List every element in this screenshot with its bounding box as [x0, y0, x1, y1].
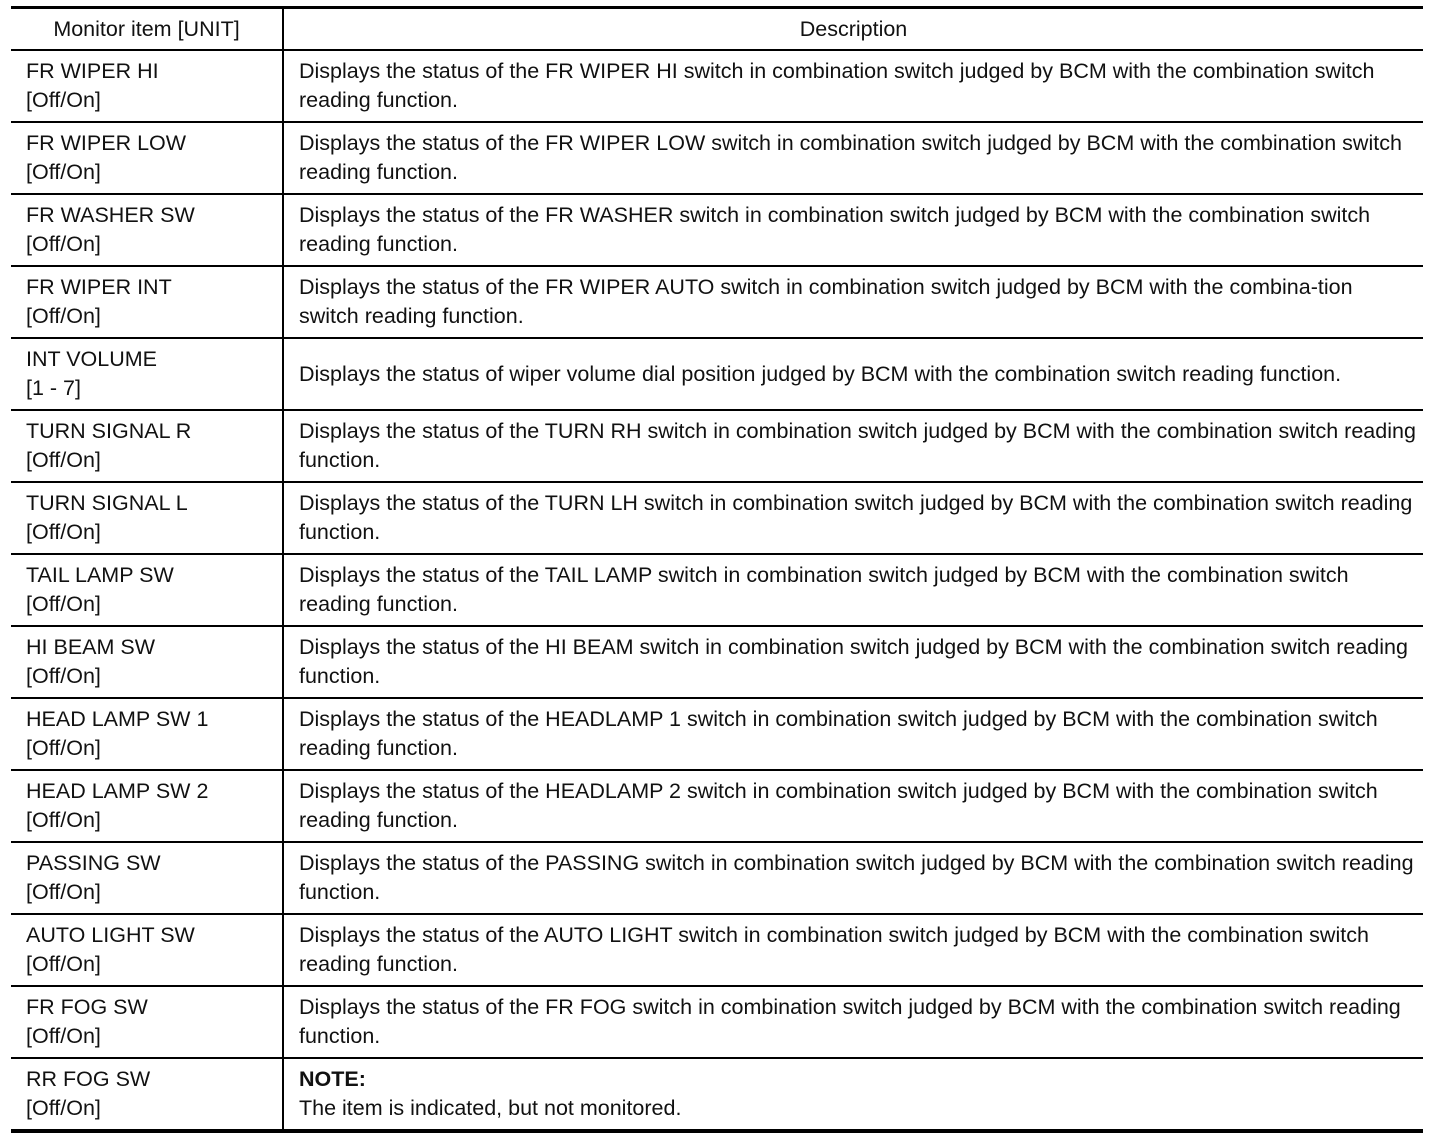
monitor-item-name: HEAD LAMP SW 1: [26, 707, 209, 731]
monitor-item-name: HI BEAM SW: [26, 635, 156, 659]
description-cell: Displays the status of the HEADLAMP 2 switch in combination switch judged by BCM with the combination switch reading function.: [283, 770, 1423, 842]
monitor-item-unit: [Off/On]: [26, 88, 101, 112]
monitor-item-cell: [11, 842, 283, 914]
note-text: The item is indicated, but not monitored.: [299, 1096, 682, 1120]
monitor-item-unit: [Off/On]: [26, 520, 101, 544]
monitor-item-cell: [11, 194, 283, 266]
monitor-item-name: AUTO LIGHT SW: [26, 923, 195, 947]
table-row: [11, 50, 1423, 122]
table-row: [11, 986, 1423, 1058]
table-row: [11, 554, 1423, 626]
table-row: [11, 698, 1423, 770]
monitor-item-cell: [11, 338, 283, 410]
description-cell: Displays the status of the TURN RH switch in combination switch judged by BCM with the combination switch reading function.: [283, 410, 1423, 482]
monitor-item-name: HEAD LAMP SW 2: [26, 779, 209, 803]
table-row: [11, 482, 1423, 554]
monitor-item-unit: [Off/On]: [26, 808, 101, 832]
monitor-item-name: FR WIPER INT: [26, 275, 172, 299]
table-row: [11, 194, 1423, 266]
monitor-item-name: TURN SIGNAL L: [26, 491, 188, 515]
monitor-item-name: FR WIPER HI: [26, 59, 159, 83]
monitor-item-cell: [11, 626, 283, 698]
monitor-item-unit: [Off/On]: [26, 1096, 101, 1120]
description-cell: Displays the status of the FR WIPER AUTO switch in combination switch judged by BCM with the combina-tion switch reading function.: [283, 266, 1423, 338]
monitor-item-unit: [Off/On]: [26, 952, 101, 976]
header-description: Description: [283, 8, 1423, 51]
monitor-item-unit: [Off/On]: [26, 448, 101, 472]
description-cell: [283, 1058, 1423, 1131]
table-row: [11, 338, 1423, 410]
monitor-item-name: FR WIPER LOW: [26, 131, 187, 155]
monitor-item-cell: [11, 482, 283, 554]
monitor-item-unit: [Off/On]: [26, 304, 101, 328]
monitor-item-cell: [11, 50, 283, 122]
monitor-item-unit: [Off/On]: [26, 664, 101, 688]
monitor-item-name: INT VOLUME: [26, 347, 158, 371]
description-cell: Displays the status of the TAIL LAMP switch in combination switch judged by BCM with the combination switch reading function.: [283, 554, 1423, 626]
table-row: [11, 842, 1423, 914]
monitor-item-cell: [11, 914, 283, 986]
monitor-item-cell: [11, 410, 283, 482]
table-row: [11, 410, 1423, 482]
description-cell: Displays the status of the FR FOG switch in combination switch judged by BCM with the combination switch reading function.: [283, 986, 1423, 1058]
description-cell: Displays the status of the AUTO LIGHT switch in combination switch judged by BCM with the combination switch reading function.: [283, 914, 1423, 986]
monitor-item-unit: [Off/On]: [26, 736, 101, 760]
monitor-item-name: RR FOG SW: [26, 1067, 151, 1091]
monitor-item-table: [11, 6, 1423, 1133]
description-cell: Displays the status of the FR WIPER HI switch in combination switch judged by BCM with the combination switch reading function.: [283, 50, 1423, 122]
description-cell: Displays the status of the FR WIPER LOW switch in combination switch judged by BCM with the combination switch reading function.: [283, 122, 1423, 194]
monitor-item-cell: [11, 986, 283, 1058]
monitor-item-cell: [11, 554, 283, 626]
monitor-item-name: PASSING SW: [26, 851, 161, 875]
description-cell: Displays the status of the HI BEAM switch in combination switch judged by BCM with the combination switch reading function.: [283, 626, 1423, 698]
description-cell: Displays the status of the TURN LH switch in combination switch judged by BCM with the combination switch reading function.: [283, 482, 1423, 554]
monitor-item-name: FR FOG SW: [26, 995, 148, 1019]
table-row: [11, 266, 1423, 338]
monitor-item-cell: [11, 122, 283, 194]
table-header-row: [11, 8, 1423, 51]
monitor-item-cell: [11, 698, 283, 770]
description-cell: Displays the status of the FR WASHER switch in combination switch judged by BCM with the combination switch reading function.: [283, 194, 1423, 266]
monitor-item-name: TAIL LAMP SW: [26, 563, 174, 587]
table-row: [11, 770, 1423, 842]
note-label: NOTE:: [299, 1067, 366, 1091]
description-cell: Displays the status of the HEADLAMP 1 switch in combination switch judged by BCM with the combination switch reading function.: [283, 698, 1423, 770]
table-row: [11, 122, 1423, 194]
monitor-item-unit: [Off/On]: [26, 592, 101, 616]
monitor-item-unit: [Off/On]: [26, 880, 101, 904]
monitor-item-cell: [11, 770, 283, 842]
table-row: [11, 1058, 1423, 1131]
monitor-item-unit: [1 - 7]: [26, 376, 81, 400]
table-row: [11, 626, 1423, 698]
header-monitor-item: Monitor item [UNIT]: [11, 8, 283, 51]
monitor-item-name: TURN SIGNAL R: [26, 419, 192, 443]
monitor-item-cell: [11, 1058, 283, 1131]
monitor-item-unit: [Off/On]: [26, 160, 101, 184]
description-cell: Displays the status of the PASSING switch in combination switch judged by BCM with the combination switch reading function.: [283, 842, 1423, 914]
description-cell: Displays the status of wiper volume dial position judged by BCM with the combination switch reading function.: [283, 338, 1423, 410]
monitor-item-unit: [Off/On]: [26, 1024, 101, 1048]
monitor-item-cell: [11, 266, 283, 338]
monitor-item-name: FR WASHER SW: [26, 203, 195, 227]
monitor-item-unit: [Off/On]: [26, 232, 101, 256]
table-row: [11, 914, 1423, 986]
